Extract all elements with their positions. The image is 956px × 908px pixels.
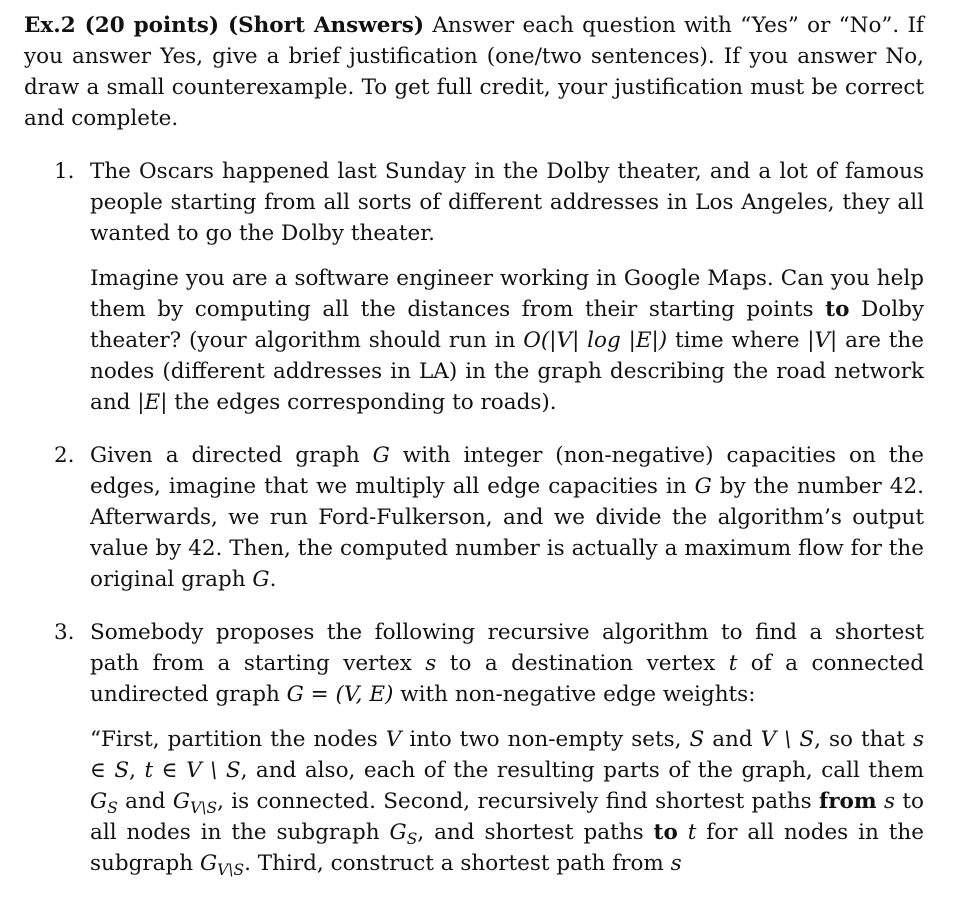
text-run: , is connected. Second, recursively find shortest paths: [217, 789, 819, 814]
question-number: 2.: [54, 443, 75, 468]
text-run: . Third, construct a shortest path from: [244, 851, 671, 876]
question-2-text: [90, 440, 924, 595]
math-expression: O(|V| log |E|): [523, 328, 668, 353]
math-symbol: s: [425, 651, 437, 676]
text-run: are the nodes (different addresses in LA) in the graph describing the road network and: [90, 328, 924, 415]
question-1-prompt: [90, 263, 924, 418]
question-3-setup: [90, 617, 924, 710]
text-run: .: [269, 567, 277, 592]
emphasis: to: [653, 820, 678, 845]
text-run: to a destination vertex: [436, 651, 729, 676]
math-expression: G = (V, E): [286, 682, 394, 707]
question-3-algorithm: [90, 724, 924, 879]
text-run: Dolby theater? (your algorithm should run in: [90, 297, 924, 353]
exercise-title: Ex.2 (20 points) (Short Answers): [24, 13, 425, 38]
question-list: [24, 156, 924, 879]
math-subscript: V\S: [190, 798, 218, 817]
text-run: , and also, each of the resulting parts of the graph, call them: [240, 758, 924, 783]
text-run: and: [117, 789, 173, 814]
text-run: [877, 789, 884, 814]
question-number: 1.: [54, 159, 75, 184]
text-run: with non-negative edge weights:: [393, 682, 756, 707]
math-symbol: G: [90, 789, 108, 814]
math-subscript: S: [406, 829, 418, 848]
math-symbol: t: [728, 651, 738, 676]
emphasis: to: [825, 297, 850, 322]
math-symbol: s: [670, 851, 682, 876]
question-1: [24, 156, 924, 418]
text-run: for all nodes in the subgraph: [90, 820, 924, 876]
text-run: and: [704, 727, 761, 752]
math-symbol: S: [689, 727, 705, 752]
exercise-intro: [24, 10, 924, 134]
math-expression: |E|: [137, 390, 168, 415]
text-run: “First, partition the nodes: [90, 727, 386, 752]
text-run: to all nodes in the subgraph: [90, 789, 924, 845]
math-symbol: G: [694, 474, 712, 499]
text-run: Given a directed graph: [90, 443, 373, 468]
text-run: ,: [129, 758, 145, 783]
math-expression: s ∈ S: [90, 727, 924, 783]
text-run: with integer (non-negative) capacities on the edges, imagine that we multiply all edge capacities in: [90, 443, 924, 499]
question-number: 3.: [54, 620, 75, 645]
math-expression: |V|: [807, 328, 838, 353]
text-run: by the number 42. Afterwards, we run Ford-Fulkerson, and we divide the algorithm’s output value by 42. Then, the computed number is actually a maximum flow for the original graph: [90, 474, 924, 592]
text-run: , and shortest paths: [417, 820, 654, 845]
math-expression: t ∈ V \ S: [144, 758, 241, 783]
text-run: of a connected undirected graph: [90, 651, 925, 707]
text-run: Imagine you are a software engineer working in Google Maps. Can you help them by computing all the distances from their starting points: [90, 266, 924, 322]
emphasis: from: [818, 789, 877, 814]
math-symbol: G: [389, 820, 407, 845]
text-run: Somebody proposes the following recursive algorithm to find a shortest path from a starting vertex: [90, 620, 924, 676]
question-2: [24, 440, 924, 595]
question-1-context: The Oscars happened last Sunday in the Dolby theater, and a lot of famous people starting from all sorts of different addresses in Los Angeles, they all wanted to go the Dolby theater.: [90, 159, 924, 246]
question-3: [24, 617, 924, 879]
math-symbol: G: [372, 443, 390, 468]
math-expression: V \ S: [760, 727, 815, 752]
exercise-instructions: Answer each question with “Yes” or “No”. If you answer Yes, give a brief justification (one/two sentences). If you answer No, draw a small counterexample. To get full credit, your justification must be correct and complete.: [24, 13, 924, 131]
math-subscript: S: [107, 798, 118, 817]
text-run: , so that: [814, 727, 913, 752]
math-symbol: G: [172, 789, 191, 814]
math-subscript: V\S: [217, 860, 245, 879]
text-run: into two non-empty sets,: [401, 727, 690, 752]
text-run: the edges corresponding to roads).: [167, 390, 557, 415]
math-symbol: t: [687, 820, 697, 845]
math-symbol: G: [252, 567, 270, 592]
math-symbol: G: [199, 851, 218, 876]
text-run: time where: [667, 328, 808, 353]
math-symbol: s: [884, 789, 896, 814]
math-symbol: V: [385, 727, 402, 752]
